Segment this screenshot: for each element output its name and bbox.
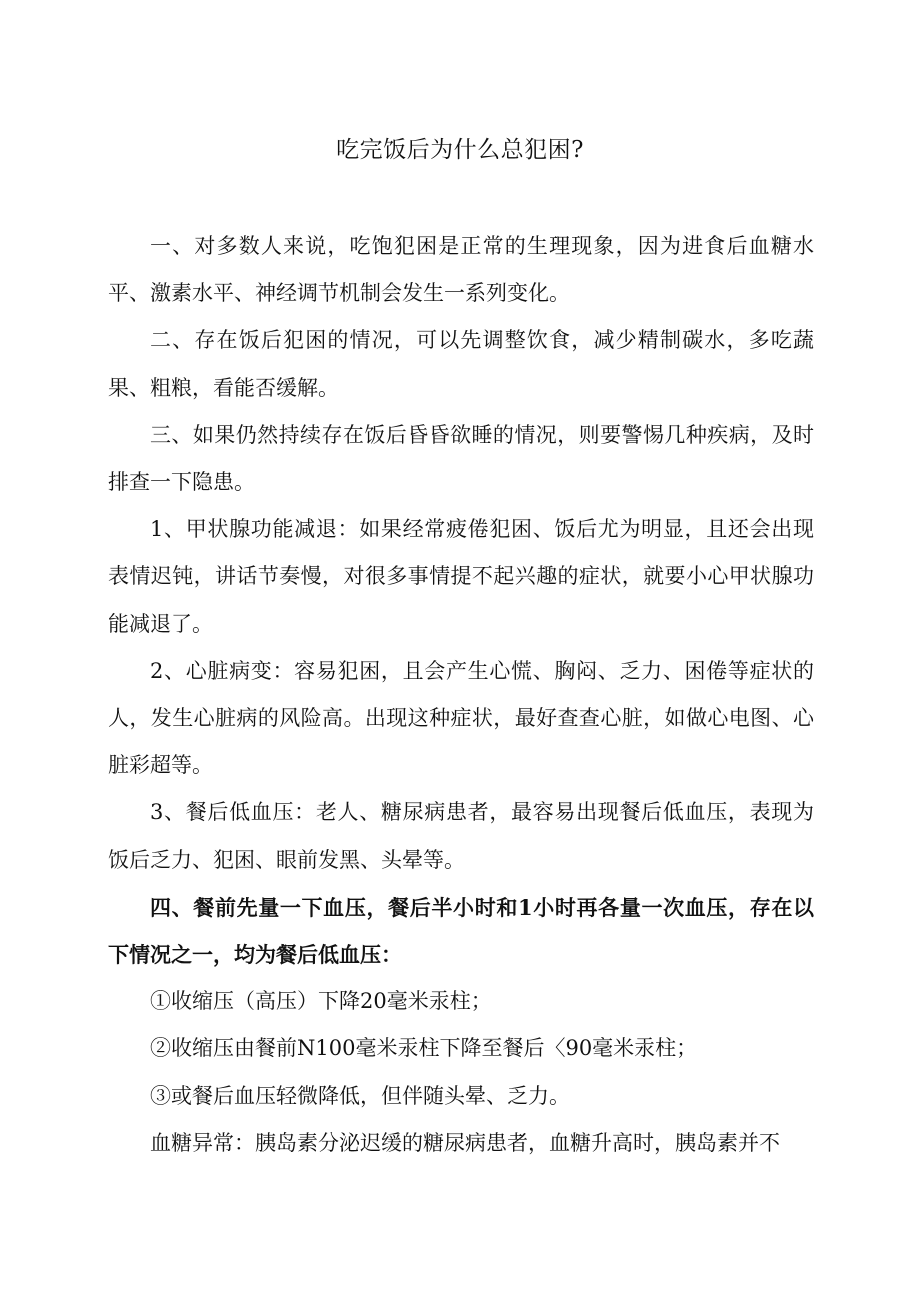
paragraph-3: 三、如果仍然持续存在饭后昏昏欲睡的情况，则要警惕几种疾病，及时排查一下隐患。 — [108, 422, 814, 495]
paragraph-7-bold: 四、餐前先量一下血压，餐后半小时和1小时再各量一次血压，存在以下情况之一，均为餐后低血压： — [108, 894, 814, 968]
paragraph-4: 1、甲状腺功能减退：如果经常疲倦犯困、饭后尤为明显，且还会出现表情迟钝，讲话节奏慢，对很多事情提不起兴趣的症状，就要小心甲状腺功能减退了。 — [108, 517, 814, 636]
paragraph-11: 血糖异常：胰岛素分泌迟缓的糖尿病患者，血糖升高时，胰岛素并不 — [150, 1130, 780, 1155]
document-body — [108, 223, 814, 1167]
document-title: 吃完饭后为什么总犯困? — [336, 137, 584, 163]
paragraph-5: 2、心脏病变：容易犯困，且会产生心慌、胸闷、乏力、困倦等症状的人，发生心脏病的风险高。出现这种症状，最好查查心脏，如做心电图、心脏彩超等。 — [108, 658, 814, 778]
paragraph-10: ③或餐后血压轻微降低，但伴随头晕、乏力。 — [150, 1083, 570, 1108]
paragraph-8: ①收缩压（高压）下降20毫米汞柱； — [150, 989, 492, 1014]
paragraph-2: 二、存在饭后犯困的情况，可以先调整饮食，减少精制碳水，多吃蔬果、粗粮，看能否缓解。 — [108, 328, 814, 400]
paragraph-9: ②收缩压由餐前N100毫米汞柱下降至餐后〈90毫米汞柱； — [150, 1036, 698, 1061]
paragraph-1: 一、对多数人来说，吃饱犯困是正常的生理现象，因为进食后血糖水平、激素水平、神经调节机制会发生一系列变化。 — [108, 234, 814, 306]
paragraph-6: 3、餐后低血压：老人、糖尿病患者，最容易出现餐后低血压，表现为饭后乏力、犯困、眼前发黑、头晕等。 — [108, 800, 814, 872]
